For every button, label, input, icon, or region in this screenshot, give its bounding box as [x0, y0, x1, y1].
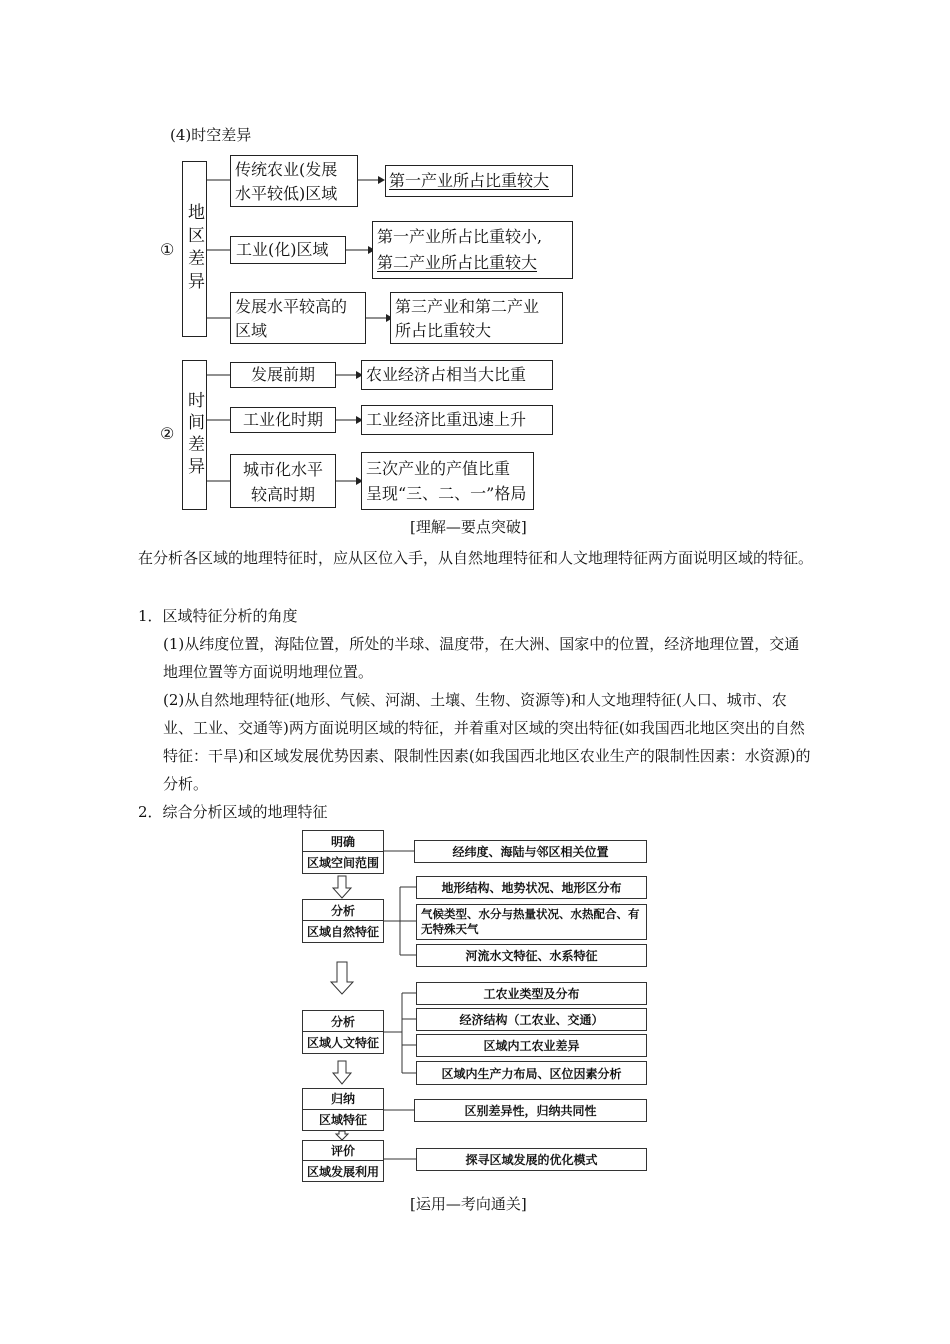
step-analyze-human: 分析 区域人文特征	[302, 1010, 384, 1054]
time-row1-left: 发展前期	[230, 362, 336, 388]
region-row3-left: 发展水平较高的 区域	[230, 292, 366, 344]
time-row3-right: 三次产业的产值比重 呈现“三、二、一”格局	[361, 452, 534, 510]
detail-natural-climate: 气候类型、水分与热量状况、水热配合、有无特殊天气	[416, 904, 647, 940]
detail-natural-terrain: 地形结构、地势状况、地形区分布	[416, 876, 647, 899]
step-analyze-natural: 分析 区域自然特征	[302, 899, 384, 943]
step-define-scope: 明确 区域空间范围	[302, 830, 384, 874]
detail-evaluate: 探寻区域发展的优化模式	[416, 1148, 647, 1171]
region-row1-right: 第一产业所占比重较大	[385, 165, 573, 197]
step-summarize: 归纳 区域特征	[302, 1088, 384, 1131]
detail-natural-river: 河流水文特征、水系特征	[416, 944, 647, 967]
region-row3-right: 第三产业和第二产业 所占比重较大	[390, 292, 563, 344]
time-label: 时间差异	[184, 391, 204, 479]
time-marker: ②	[160, 424, 175, 443]
section-heading-apply: [运用—考向通关]	[410, 1195, 527, 1213]
detail-summary: 区别差异性，归纳共同性	[414, 1099, 647, 1122]
detail-scope: 经纬度、海陆与邻区相关位置	[414, 840, 647, 863]
item1-paragraph2: (2)从自然地理特征(地形、气候、河湖、土壤、生物、资源等)和人文地理特征(人口、城市、农业、工业、交通等)两方面说明区域的特征，并着重对区域的突出特征(如我国西北地区突出的自然特征：干旱)和区域发展优势因素、限制性因素(如我国西北地区农业生产的限制性因素：水资源)的分析。	[163, 691, 811, 793]
time-row2-right: 工业经济比重迅速上升	[361, 405, 553, 435]
time-row3-left: 城市化水平 较高时期	[230, 454, 336, 508]
step-evaluate: 评价 区域发展利用	[302, 1140, 384, 1182]
section-heading-understand: [理解—要点突破]	[410, 518, 527, 536]
region-marker: ①	[160, 240, 175, 259]
section-title: (4)时空差异	[170, 126, 252, 144]
item1-paragraph1: (1)从纬度位置，海陆位置，所处的半球、温度带，在大洲、国家中的位置，经济地理位置，交通地理位置等方面说明地理位置。	[163, 635, 800, 681]
item2-title: 2．综合分析区域的地理特征	[138, 803, 328, 821]
region-row1-left: 传统农业(发展 水平较低)区域	[230, 155, 358, 207]
time-row1-right: 农业经济占相当大比重	[361, 360, 553, 390]
detail-human-difference: 区域内工农业差异	[416, 1034, 647, 1057]
region-row2-left: 工业(化)区域	[230, 236, 346, 264]
detail-human-industry: 工农业类型及分布	[416, 982, 647, 1005]
detail-human-structure: 经济结构（工农业、交通）	[416, 1008, 647, 1031]
time-row2-left: 工业化时期	[230, 407, 336, 433]
detail-human-layout: 区域内生产力布局、区位因素分析	[416, 1061, 647, 1085]
region-row2-right: 第一产业所占比重较小, 第二产业所占比重较大	[372, 221, 573, 279]
item1-title: 1．区域特征分析的角度	[138, 607, 298, 625]
intro-paragraph: 在分析各区域的地理特征时，应从区位入手，从自然地理特征和人文地理特征两方面说明区域的特征。	[138, 549, 814, 567]
region-label: 地区差异	[184, 203, 204, 295]
